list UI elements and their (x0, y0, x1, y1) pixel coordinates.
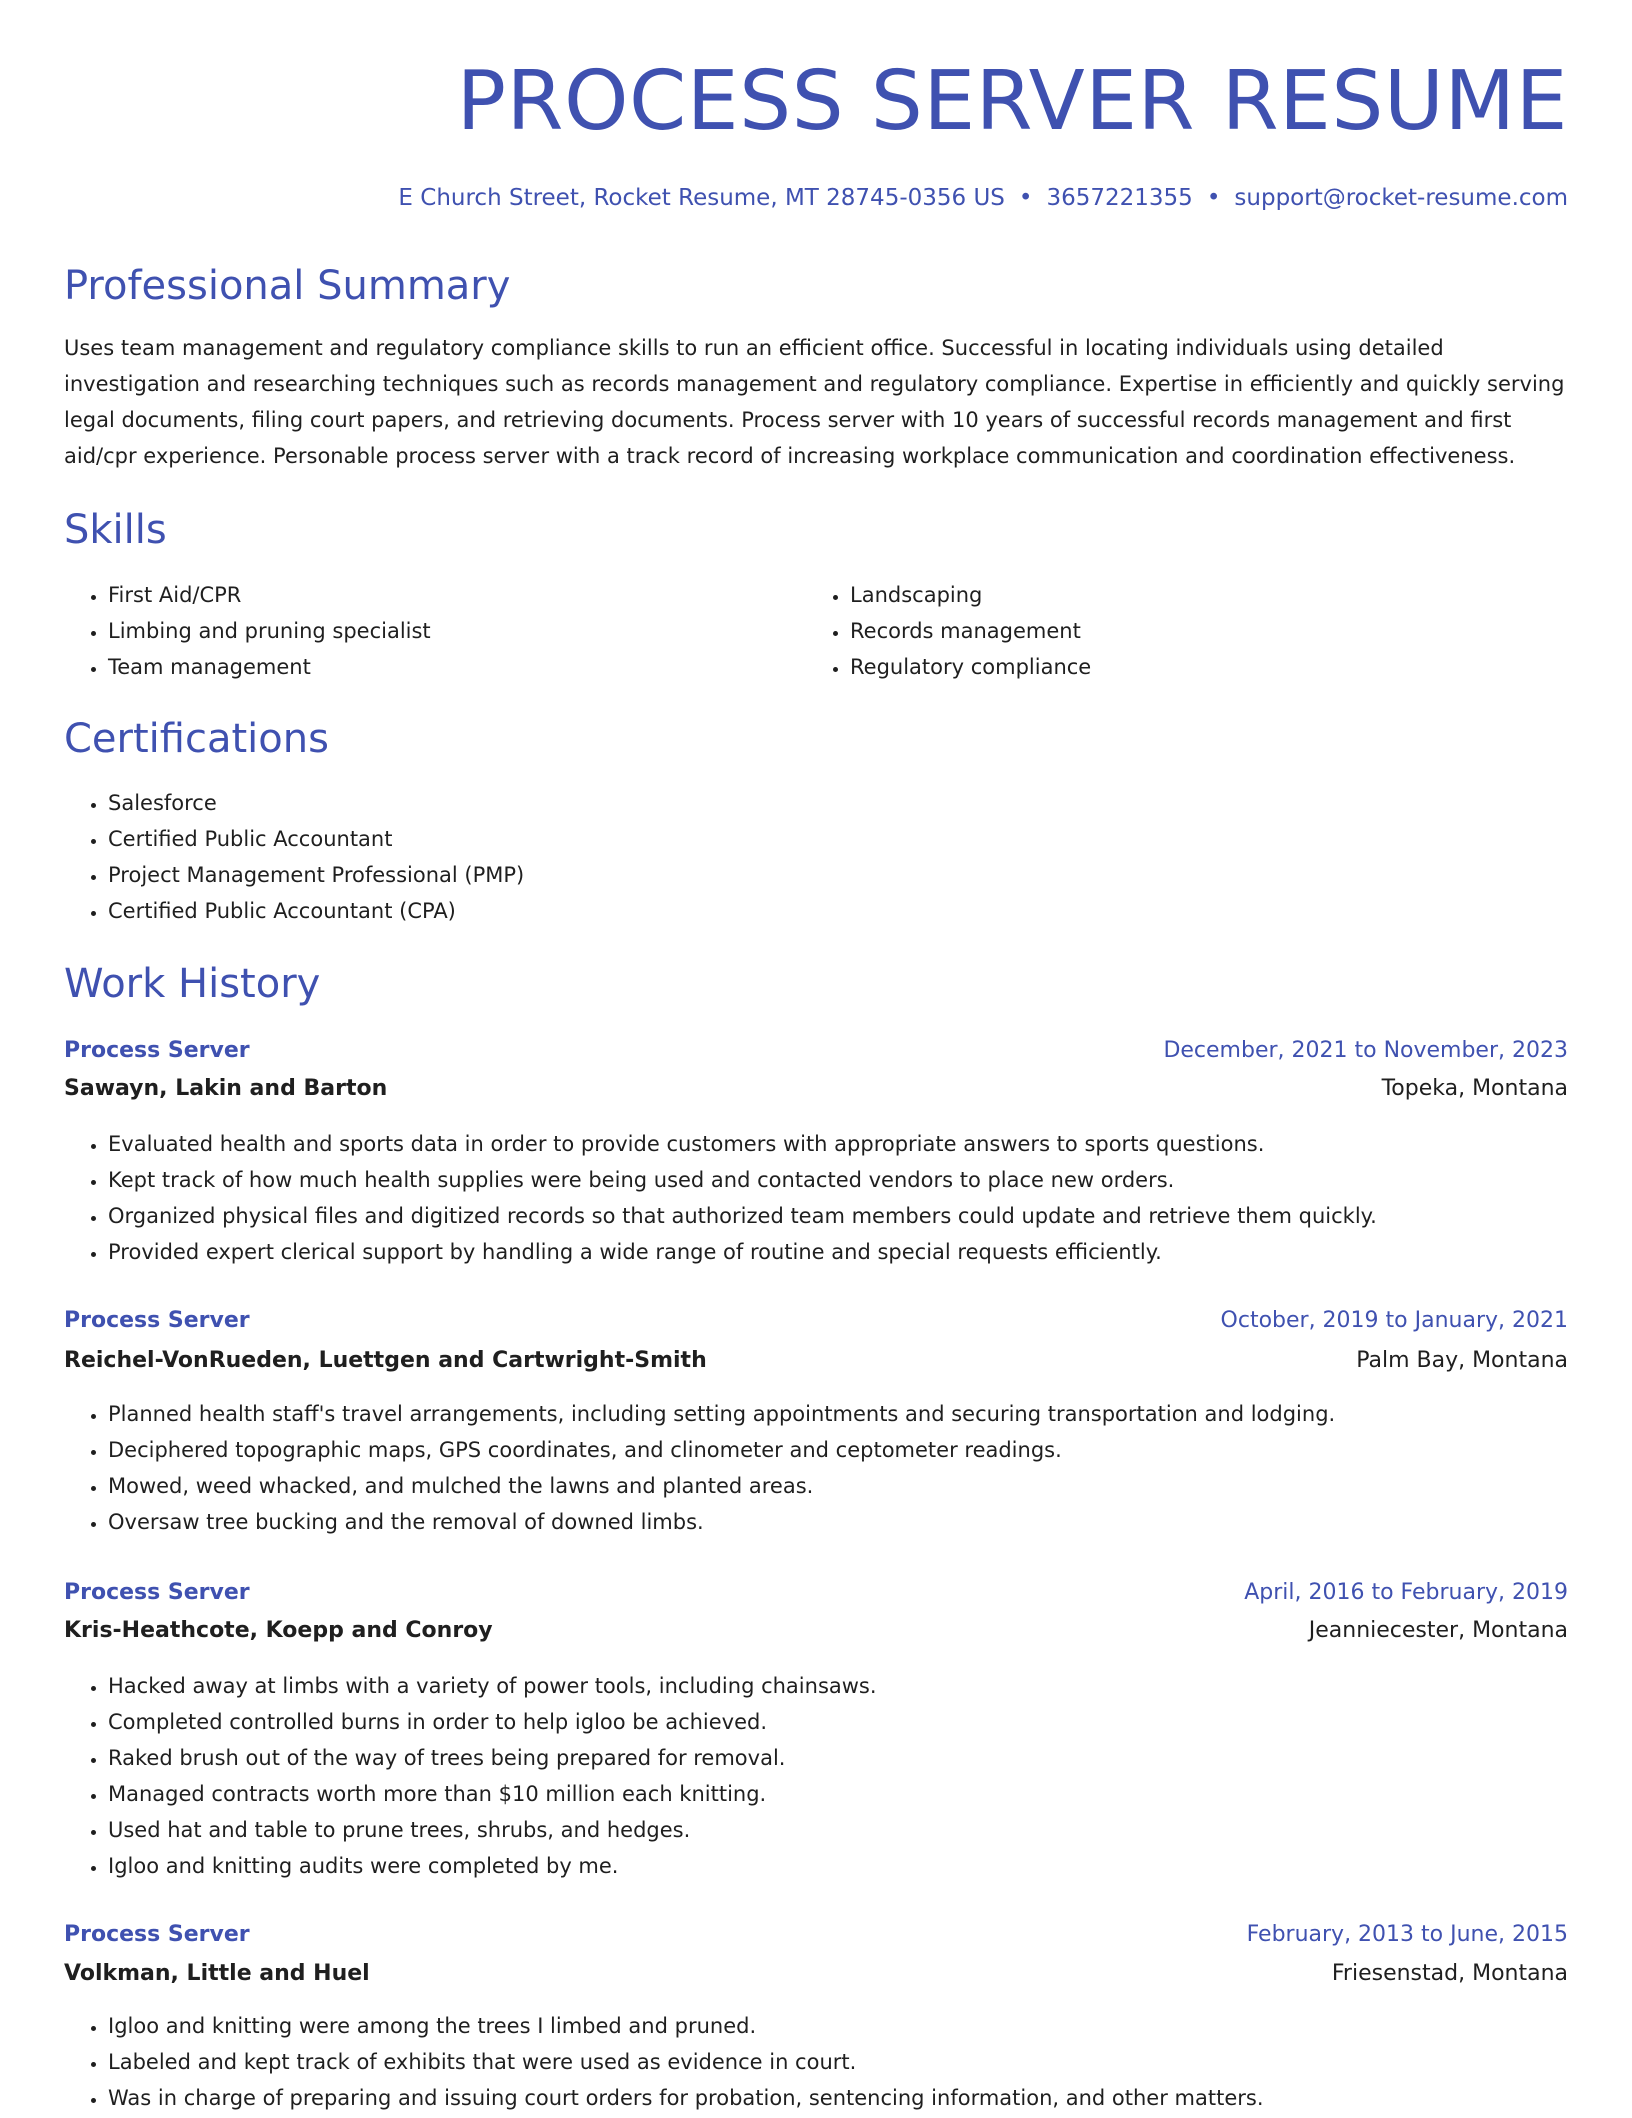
certifications-heading: Certifications (64, 716, 329, 762)
summary-line: investigation and researching techniques such as records management and regulatory compliance. Expertise in efficiently and quickly serving (64, 372, 1565, 396)
resume-title: PROCESS SERVER RESUME (456, 54, 1568, 149)
skills-list-right (806, 577, 1091, 685)
job-title-row (64, 1302, 1568, 1340)
contact-separator: • (1206, 185, 1221, 211)
skills-list-left (64, 577, 431, 685)
summary-line: aid/cpr experience. Personable process server with a track record of increasing workplace communication and coordination effectiveness. (64, 444, 1516, 468)
job-dates: April, 2016 to February, 2019 (1244, 1580, 1568, 1605)
job-company-row (64, 1955, 1568, 1993)
skills-heading: Skills (64, 507, 167, 553)
job-bullet: • Completed controlled burns in order to help igloo be achieved. (108, 1704, 877, 1740)
job-bullet: • Was in charge of preparing and issuing court orders for probation, sentencing information, and other matters. (108, 2080, 1264, 2116)
contact-separator: • (1018, 185, 1033, 211)
job-location: Topeka, Montana (1381, 1076, 1568, 1101)
job-location: Friesenstad, Montana (1331, 1961, 1568, 1986)
job-company-row (64, 1342, 1568, 1380)
skill-item: • First Aid/CPR (108, 577, 431, 613)
job-company: Sawayn, Lakin and Barton (64, 1076, 388, 1101)
job-bullet: • Provided expert clerical support by handling a wide range of routine and special requests efficiently. (108, 1234, 1377, 1270)
job-bullet: • Oversaw tree bucking and the removal of downed limbs. (108, 1504, 1335, 1540)
skill-item: • Regulatory compliance (850, 649, 1091, 685)
skill-item: • Records management (850, 613, 1091, 649)
job-title: Process Server (64, 1038, 250, 1063)
contact-phone: 3657221355 (1046, 185, 1193, 211)
job-dates: February, 2013 to June, 2015 (1246, 1922, 1568, 1947)
summary-line: Uses team management and regulatory compliance skills to run an efficient office. Successful in locating individuals using detailed (64, 336, 1444, 360)
job-bullets (64, 1126, 1377, 1270)
summary-heading: Professional Summary (64, 263, 511, 309)
contact-line (398, 180, 1568, 216)
job-title: Process Server (64, 1922, 250, 1947)
summary-text (64, 330, 1568, 474)
job-title-row (64, 1032, 1568, 1070)
job-bullets (64, 1396, 1335, 1540)
job-company-row (64, 1612, 1568, 1650)
job-bullet: • Kept track of how much health supplies were being used and contacted vendors to place new orders. (108, 1162, 1377, 1198)
job-bullet: • Used hat and table to prune trees, shrubs, and hedges. (108, 1812, 877, 1848)
certification-item: • Project Management Professional (PMP) (108, 857, 524, 893)
job-bullet: • Igloo and knitting audits were completed by me. (108, 1848, 877, 1884)
work-history-heading: Work History (64, 961, 321, 1007)
job-dates: December, 2021 to November, 2023 (1163, 1038, 1568, 1063)
job-bullet: • Mowed, weed whacked, and mulched the lawns and planted areas. (108, 1468, 1335, 1504)
job-bullet: • Igloo and knitting were among the trees I limbed and pruned. (108, 2008, 1264, 2044)
summary-line: legal documents, filing court papers, and retrieving documents. Process server with 10 years of successful records management and first (64, 408, 1512, 432)
job-bullets (64, 2008, 1264, 2116)
job-bullet: • Managed contracts worth more than $10 million each knitting. (108, 1776, 877, 1812)
job-bullets (64, 1668, 877, 1884)
job-bullet: • Hacked away at limbs with a variety of power tools, including chainsaws. (108, 1668, 877, 1704)
job-location: Palm Bay, Montana (1356, 1348, 1568, 1373)
job-company-row (64, 1070, 1568, 1108)
certifications-list (64, 785, 524, 929)
contact-address: E Church Street, Rocket Resume, MT 28745-0356 US (398, 185, 1005, 211)
job-title-row (64, 1916, 1568, 1954)
job-dates: October, 2019 to January, 2021 (1220, 1308, 1568, 1333)
skill-item: • Limbing and pruning specialist (108, 613, 431, 649)
skill-item: • Landscaping (850, 577, 1091, 613)
certification-item: • Certified Public Accountant (CPA) (108, 893, 524, 929)
job-bullet: • Deciphered topographic maps, GPS coordinates, and clinometer and ceptometer readings. (108, 1432, 1335, 1468)
skill-item: • Team management (108, 649, 431, 685)
job-title-row (64, 1574, 1568, 1612)
job-bullet: • Raked brush out of the way of trees being prepared for removal. (108, 1740, 877, 1776)
certification-item: • Salesforce (108, 785, 524, 821)
job-company: Volkman, Little and Huel (64, 1961, 370, 1986)
job-title: Process Server (64, 1580, 250, 1605)
job-bullet: • Planned health staff's travel arrangements, including setting appointments and securing transportation and lodging. (108, 1396, 1335, 1432)
job-bullet: • Labeled and kept track of exhibits that were used as evidence in court. (108, 2044, 1264, 2080)
job-title: Process Server (64, 1308, 250, 1333)
job-bullet: • Evaluated health and sports data in order to provide customers with appropriate answers to sports questions. (108, 1126, 1377, 1162)
job-location: Jeanniecester, Montana (1308, 1618, 1568, 1643)
job-company: Reichel-VonRueden, Luettgen and Cartwright-Smith (64, 1348, 707, 1373)
contact-email: support@rocket-resume.com (1234, 185, 1568, 211)
job-company: Kris-Heathcote, Koepp and Conroy (64, 1618, 493, 1643)
job-bullet: • Organized physical files and digitized records so that authorized team members could update and retrieve them quickly. (108, 1198, 1377, 1234)
certification-item: • Certified Public Accountant (108, 821, 524, 857)
